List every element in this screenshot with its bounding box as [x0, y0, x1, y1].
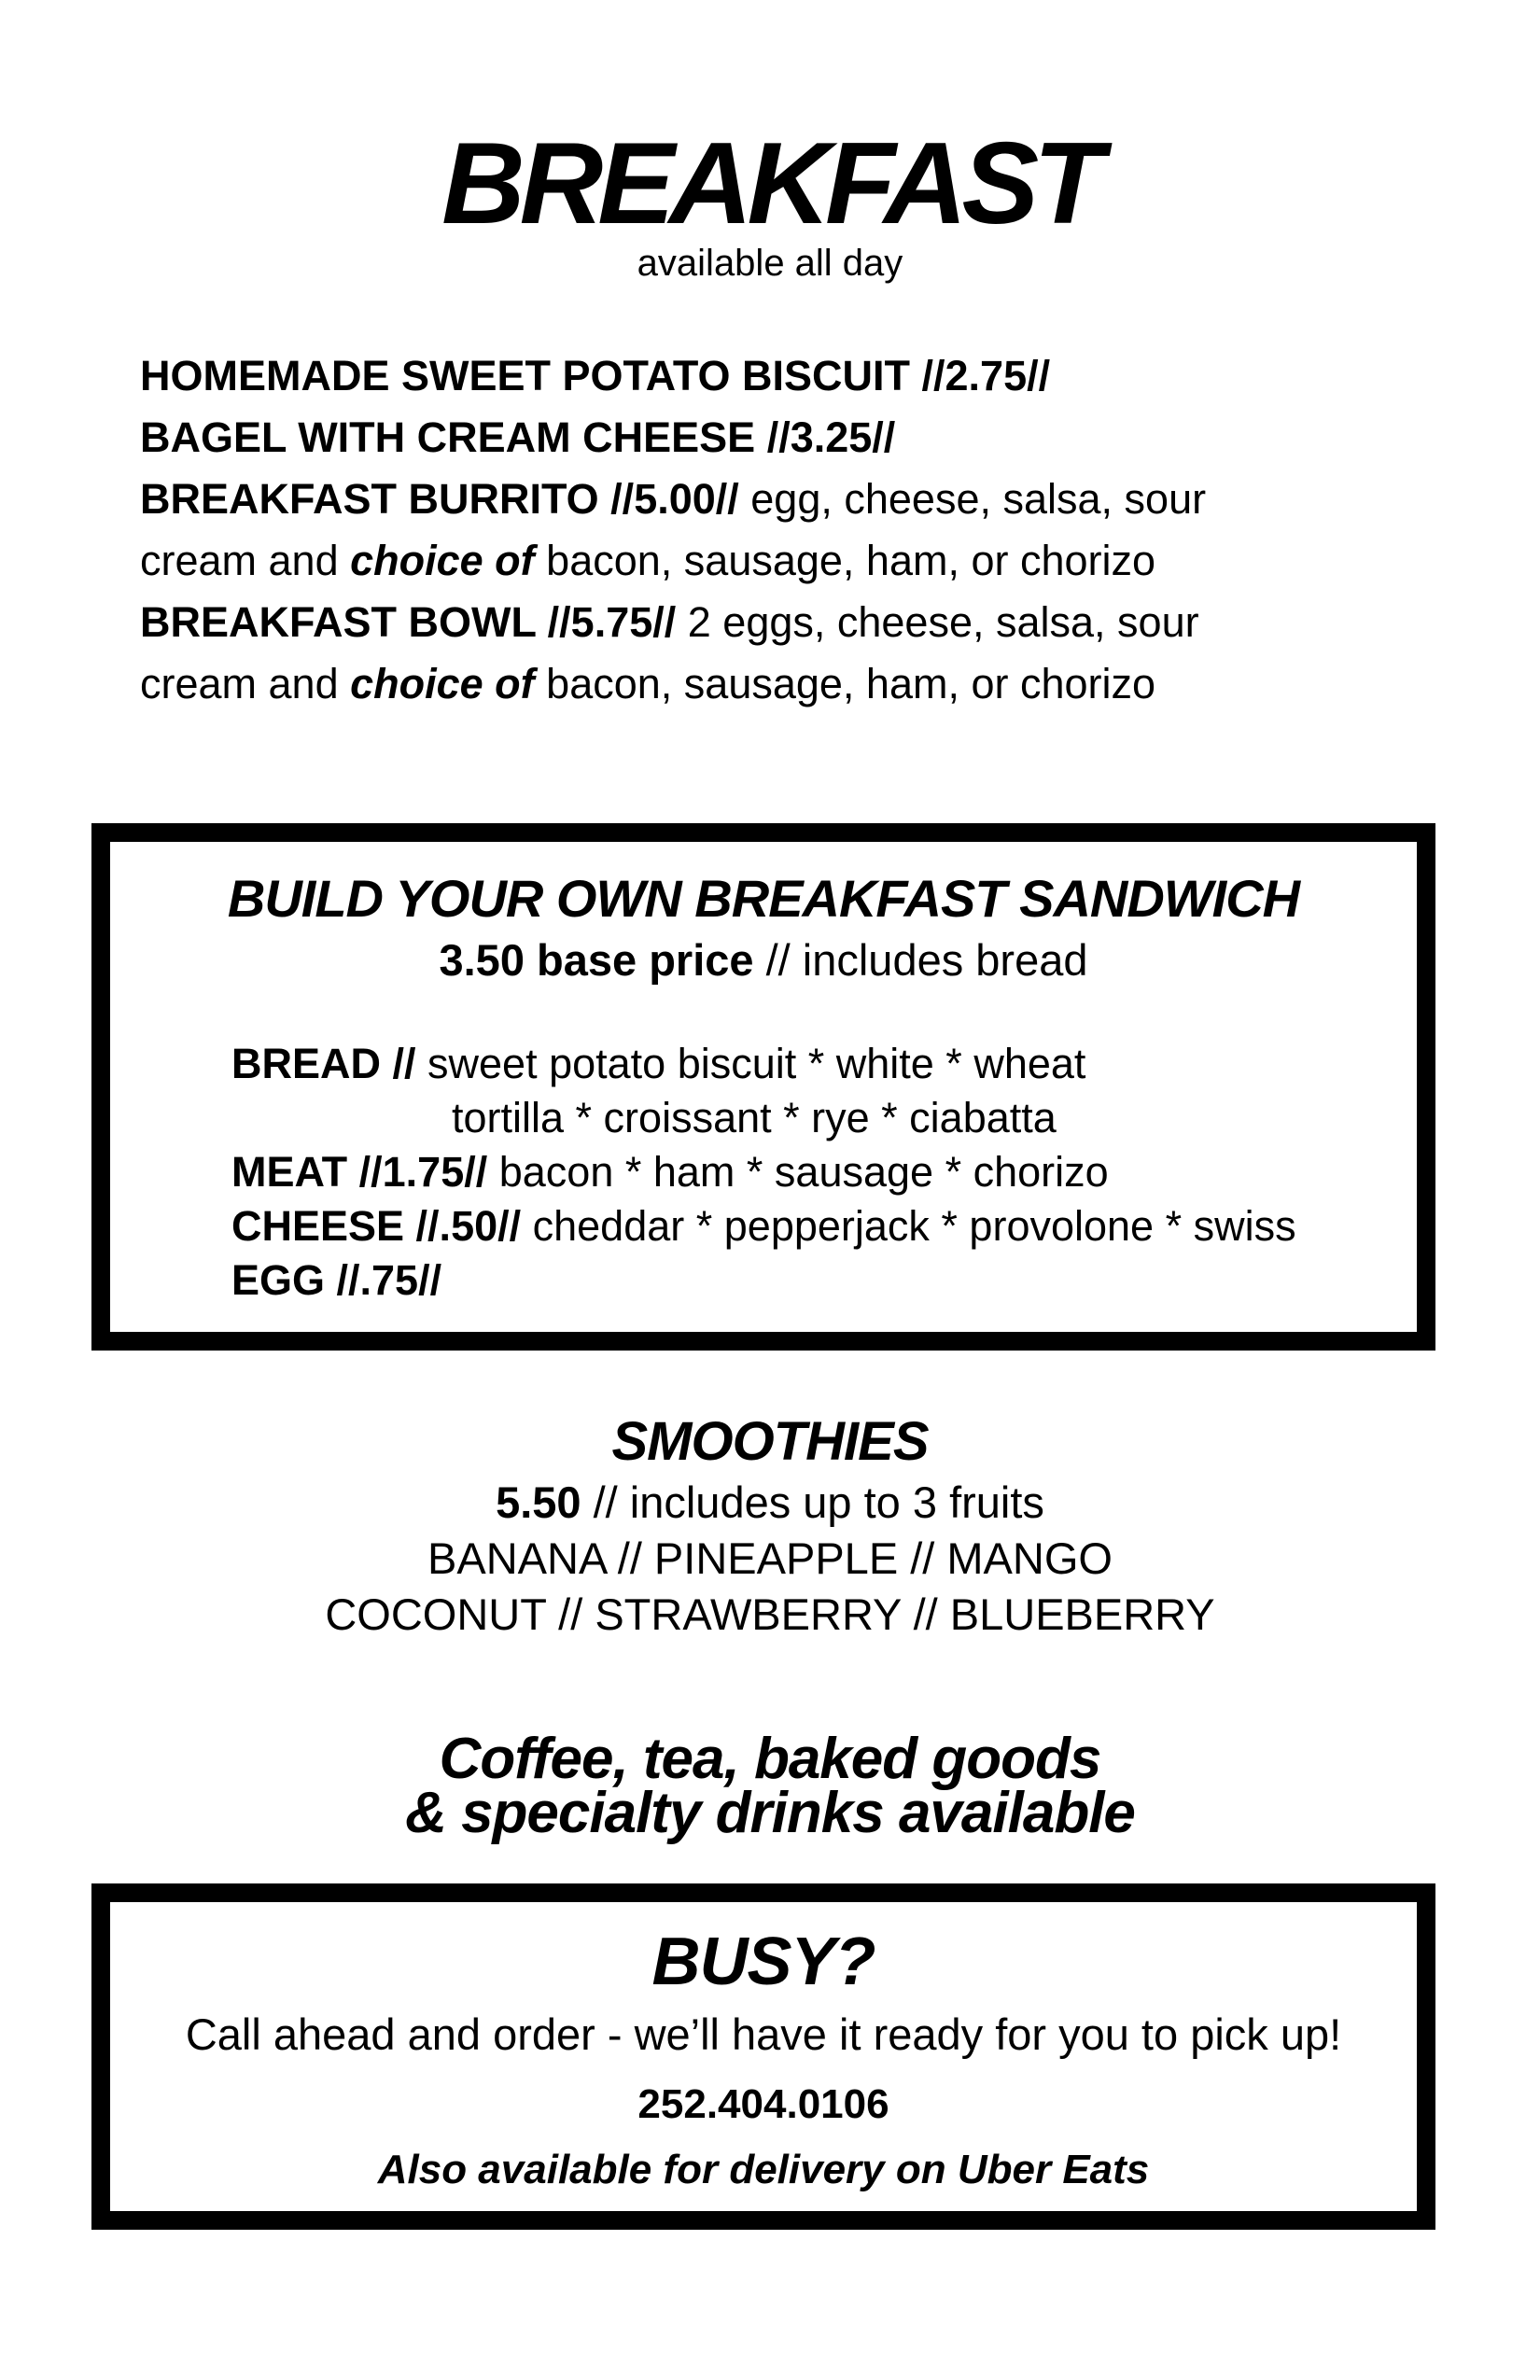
smoothies-fruits-line: BANANA // PINEAPPLE // MANGO [427, 1533, 1113, 1583]
bread-option-row-2 [231, 1092, 1417, 1146]
sandwich-heading: BUILD YOUR OWN BREAKFAST SANDWICH [227, 869, 1300, 928]
menu-item-name: BREAKFAST BOWL //5.75// [140, 598, 677, 646]
page-subtitle: available all day [637, 243, 903, 284]
sandwich-options [231, 1038, 1417, 1309]
base-price: 3.50 base price [439, 935, 754, 985]
menu-item-description: bacon, sausage, ham, or chorizo [534, 537, 1156, 584]
smoothies-heading: SMOOTHIES [611, 1411, 929, 1472]
cheese-label: CHEESE //.50// [231, 1202, 522, 1250]
extras-line: Coffee, tea, baked goods [439, 1727, 1101, 1791]
bread-option-row [231, 1038, 1417, 1092]
phone-number: 252.404.0106 [637, 2081, 889, 2127]
extras-line: & specialty drinks available [405, 1781, 1135, 1845]
bread-options: sweet potato biscuit * white * wheat [415, 1040, 1086, 1087]
menu-item-description: egg, cheese, salsa, sour [738, 475, 1207, 523]
smoothies-price: 5.50 [496, 1477, 581, 1527]
cheese-options: cheddar * pepperjack * provolone * swiss [521, 1202, 1296, 1250]
menu-item-choice: choice of [350, 537, 535, 584]
busy-heading: BUSY? [651, 1925, 875, 1999]
meat-options: bacon * ham * sausage * chorizo [487, 1148, 1109, 1196]
menu-item-name: HOMEMADE SWEET POTATO BISCUIT //2.75// [140, 352, 1051, 399]
smoothies-price-note: // includes up to 3 fruits [581, 1477, 1044, 1527]
menu-item-biscuit [140, 345, 1353, 407]
extras-note [0, 1727, 1540, 1845]
sandwich-base-price [110, 935, 1417, 985]
meat-label: MEAT //1.75// [231, 1148, 488, 1196]
smoothies-fruits-line: COCONUT // STRAWBERRY // BLUEBERRY [325, 1589, 1215, 1639]
meat-option-row [231, 1146, 1417, 1200]
menu-item-name: BREAKFAST BURRITO //5.00// [140, 475, 739, 523]
build-sandwich-box [91, 823, 1435, 1351]
egg-option-row [231, 1254, 1417, 1309]
menu-item-choice: choice of [350, 660, 535, 707]
page-title: BREAKFAST [441, 119, 1099, 248]
menu-item-description: cream and [140, 660, 351, 707]
busy-box [91, 1883, 1435, 2230]
smoothies-section [0, 1411, 1540, 1643]
bread-options: tortilla * croissant * rye * ciabatta [452, 1094, 1057, 1141]
menu-item-bagel [140, 407, 1353, 469]
menu-item-bowl [140, 592, 1353, 715]
bread-label: BREAD // [231, 1040, 416, 1087]
delivery-note: Also available for delivery on Uber Eats [377, 2147, 1150, 2192]
menu-item-description: 2 eggs, cheese, salsa, sour [676, 598, 1199, 646]
breakfast-menu-list [140, 345, 1353, 715]
menu-item-burrito [140, 469, 1353, 592]
menu-item-description: cream and [140, 537, 351, 584]
menu-item-description: bacon, sausage, ham, or chorizo [534, 660, 1156, 707]
egg-label: EGG //.75// [231, 1256, 442, 1304]
busy-text: Call ahead and order - we’ll have it ready for you to pick up! [185, 2009, 1342, 2059]
base-price-note: // includes bread [753, 935, 1088, 985]
menu-item-name: BAGEL WITH CREAM CHEESE //3.25// [140, 413, 896, 461]
cheese-option-row [231, 1200, 1417, 1254]
smoothies-price-line [0, 1475, 1540, 1531]
